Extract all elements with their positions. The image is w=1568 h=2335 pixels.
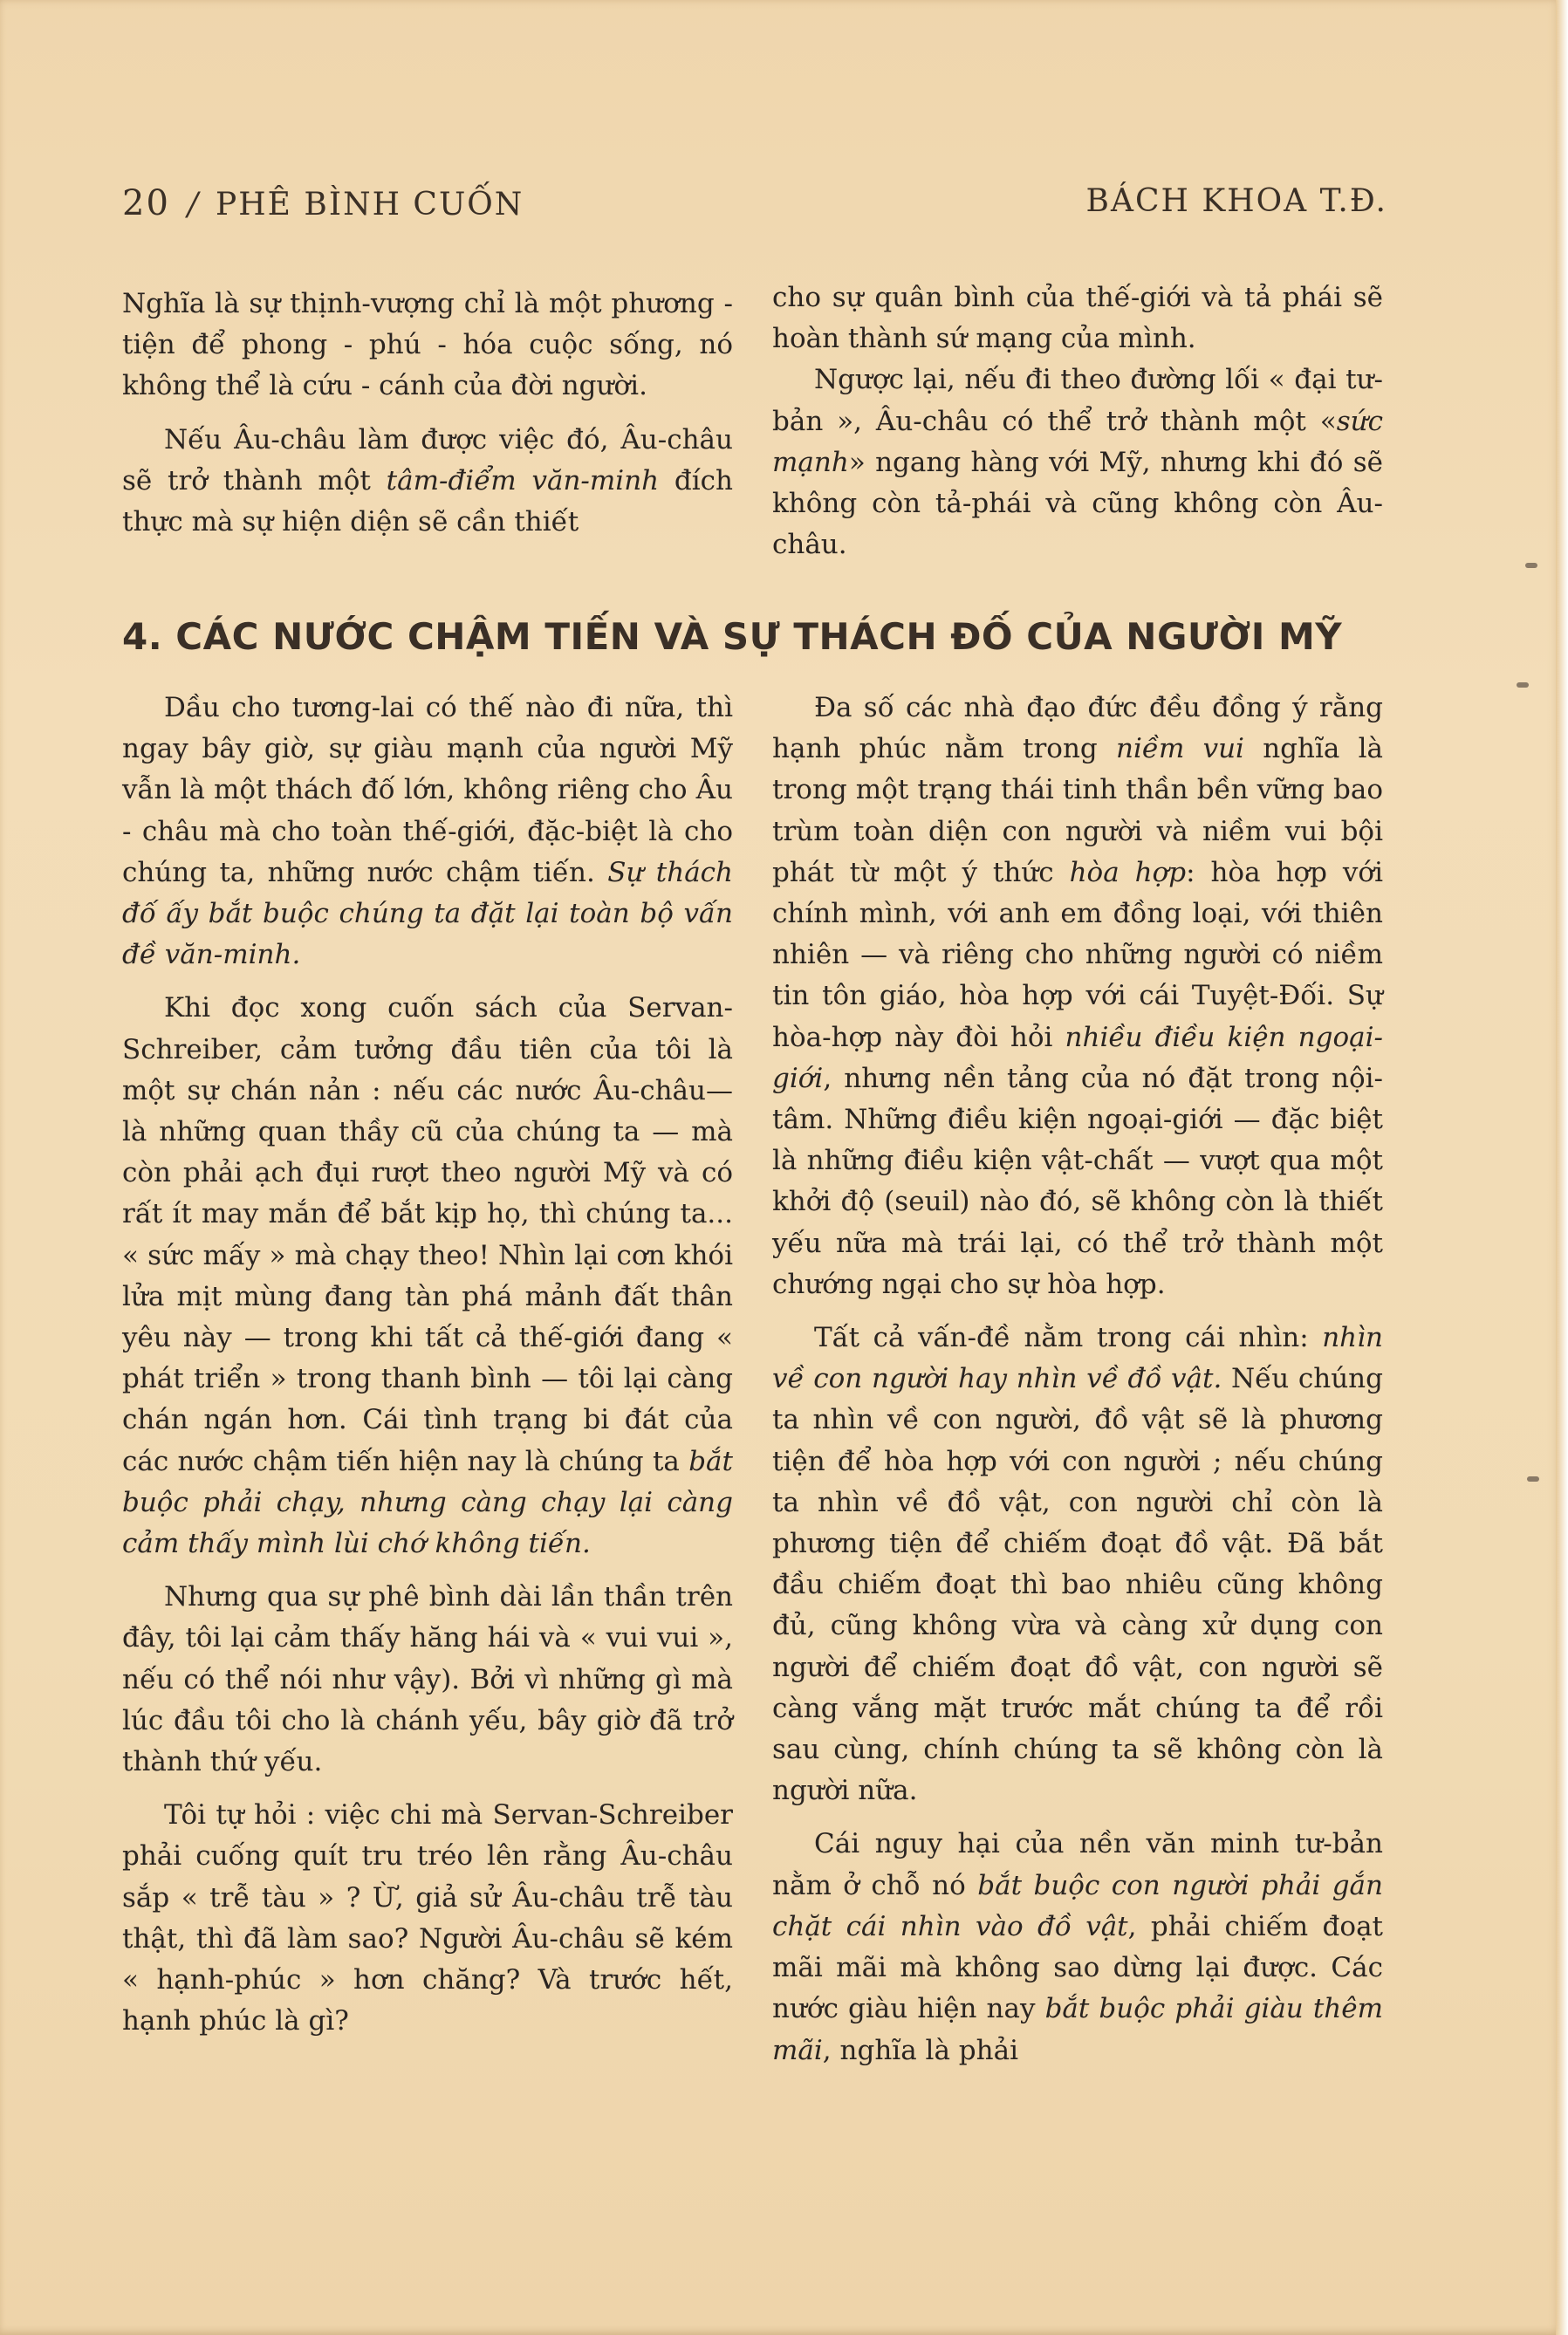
running-head-left <box>122 183 524 223</box>
paragraph <box>772 359 1383 565</box>
text-run: , nhưng nền tảng của nó đặt trong nội-tâm. Những điều kiện ngoại-giới — đặc biệt là những điều kiện vật-chất — vượt qua một khởi độ (seuil) nào đó, sẽ không còn là thiết yếu nữa mà trái lại, có thể trở thành một chướng ngại cho sự hòa hợp. <box>772 1062 1383 1300</box>
text-run: Tất cả vấn-đề nằm trong cái nhìn: <box>814 1322 1323 1354</box>
text-run: đích thực mà sự hiện diện sẽ cần thiết <box>122 464 733 538</box>
text-run: Đa số các nhà đạo đức đều đồng ý rằng hạnh phúc nằm trong <box>772 692 1383 765</box>
text-run: , nghĩa là phải <box>822 2034 1018 2066</box>
paragraph <box>122 420 733 544</box>
text-run: nghĩa là trong một trạng thái tinh thần bền vững bao trùm toàn diện con người và niềm vui bội phát từ một ý thức <box>772 733 1383 888</box>
right-column <box>772 688 1383 2071</box>
paragraph <box>122 988 733 1565</box>
italic-run: bắt buộc con người phải gắn chặt cái nhìn vào đồ vật <box>772 1869 1383 1942</box>
page-edge <box>1556 0 1568 2335</box>
separator: / <box>187 187 201 223</box>
paragraph: cho sự quân bình của thế-giới và tả phái sẽ hoàn thành sứ mạng của mình. <box>772 282 1383 355</box>
paragraph: Nghĩa là sự thịnh-vượng chỉ là một phương - tiện để phong - phú - hóa cuộc sống, nó không thể là cứu - cánh của đời người. <box>122 288 733 402</box>
italic-run: nhìn về con người hay nhìn về đồ vật. <box>772 1322 1383 1395</box>
left-column <box>122 688 733 2043</box>
text-run: , phải chiếm đoạt mãi mãi mà không sao dừng lại được. Các nước giàu hiện nay <box>772 1910 1384 2025</box>
italic-run: tâm-điểm văn-minh <box>386 464 660 496</box>
italic-run: bắt buộc phải chạy, nhưng càng chạy lại càng cảm thấy mình lùi chớ không tiến. <box>122 1445 733 1560</box>
text-run: Nếu chúng ta nhìn về con người, đồ vật sẽ là phương tiện để hòa hợp với con người ; nếu chúng ta nhìn về đồ vật, con người chỉ còn là phương tiện để chiếm đoạt đồ vật. Đã bắt đầu chiếm đoạt thì bao nhiêu cũng không đủ, cũng không vừa và càng xử dụng con người để chiếm đoạt đồ vật, con người sẽ càng vắng mặt trước mắt chúng ta để rồi sau cùng, chính chúng ta sẽ không còn là người nữa. <box>772 1363 1383 1807</box>
paragraph <box>122 688 733 976</box>
page-number: 20 <box>122 183 170 223</box>
text-run: Nếu Âu-châu làm được việc đó, Âu-châu sẽ trở thành một <box>122 423 733 496</box>
running-head <box>122 183 1387 236</box>
section-heading: 4. CÁC NƯỚC CHẬM TIẾN VÀ SỰ THÁCH ĐỐ CỦA NGƯỜI MỸ <box>122 615 1343 658</box>
text-run: Cái nguy hại của nền văn minh tư-bản nằm ở chỗ nó <box>772 1828 1383 1901</box>
text-run: Ngược lại, nếu đi theo đường lối « đại tư-bản », Âu-châu có thể trở thành một « <box>772 364 1383 437</box>
paragraph: Nhưng qua sự phê bình dài lần thần trên đây, tôi lại cảm thấy hăng hái và « vui vui », nếu có thể nói như vậy). Bởi vì những gì mà lúc đầu tôi cho là chánh yếu, bây giờ đã trở thành thứ yếu. <box>122 1581 733 1778</box>
magazine-name: BÁCH KHOA T.Đ. <box>1085 183 1387 219</box>
italic-run: sức mạnh <box>772 405 1383 478</box>
italic-run: bắt buộc phải giàu thêm mãi <box>772 1993 1383 2066</box>
italic-run: nhiều điều kiện ngoại-giới <box>772 1021 1383 1094</box>
margin-mark <box>1517 682 1529 688</box>
section-label: PHÊ BÌNH CUỐN <box>216 187 524 223</box>
text-run: : hòa hợp với chính mình, với anh em đồng loại, với thiên nhiên — và riêng cho những người có niềm tin tôn giáo, hòa hợp với cái Tuyệt-Đối. Sự hòa-hợp này đòi hỏi <box>772 856 1383 1053</box>
italic-run: niềm vui <box>1116 733 1244 765</box>
top-left-column <box>122 284 733 543</box>
paragraph: Tôi tự hỏi : việc chi mà Servan-Schreiber phải cuống quít tru tréo lên rằng Âu-châu sắp « trễ tàu » ? Ừ, giả sử Âu-châu trễ tàu thật, thì đã làm sao? Người Âu-châu sẽ kém « hạnh-phúc » hơn chăng? Và trước hết, hạnh phúc là gì? <box>122 1799 733 2037</box>
text-run: » ngang hàng với Mỹ, nhưng khi đó sẽ không còn tả-phái và cũng không còn Âu-châu. <box>772 446 1383 561</box>
italic-run: Sự thách đố ấy bắt buộc chúng ta đặt lại toàn bộ vấn đề văn-minh. <box>122 856 733 971</box>
paragraph <box>772 1318 1383 1811</box>
paragraph <box>772 1824 1383 2071</box>
top-right-column <box>772 277 1383 565</box>
text-run: Khi đọc xong cuốn sách của Servan-Schreiber, cảm tưởng đầu tiên của tôi là một sự chán nản : nếu các nước Âu-châu— là những quan thầy cũ của chúng ta — mà còn phải ạch đụi rượt theo người Mỹ và có rất ít may mắn để bắt kịp họ, thì chúng ta... « sức mấy » mà chạy theo! Nhìn lại cơn khói lửa mịt mùng đang tàn phá mảnh đất thân yêu này — trong khi tất cả thế-giới đang « phát triển » trong thanh bình — tôi lại càng chán ngán hơn. Cái tình trạng bi đát của các nước chậm tiến hiện nay là chúng ta <box>122 992 733 1477</box>
text-run: Dầu cho tương-lai có thế nào đi nữa, thì ngay bây giờ, sự giàu mạnh của người Mỹ vẫn là một thách đố lớn, không riêng cho Âu - châu mà cho toàn thế-giới, đặc-biệt là cho chúng ta, những nước chậm tiến. <box>122 692 733 888</box>
margin-mark <box>1525 563 1537 568</box>
paragraph <box>772 688 1383 1305</box>
italic-run: hòa hợp <box>1069 856 1187 888</box>
margin-mark <box>1527 1476 1539 1482</box>
